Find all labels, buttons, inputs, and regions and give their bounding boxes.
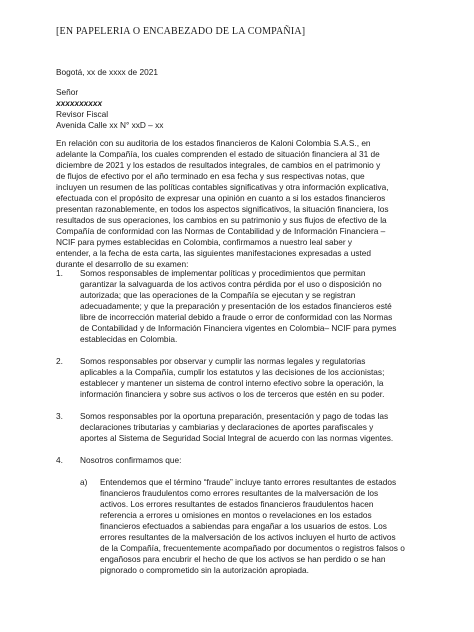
intro-line: efectuada con el propósito de expresar una opinión en cuanto a si los estados financieros: [56, 193, 386, 203]
list-item-number: 2.: [56, 356, 63, 366]
sub-item-line: Entendemos que el término “fraude” incluye tanto errores resultantes de estados: [100, 477, 397, 487]
intro-line: resultados de sus operaciones, los cambios en su patrimonio y sus flujos de efectivo de la: [56, 215, 387, 225]
intro-line: incluyen un resumen de las políticas contables significativas y otra información explicativa,: [56, 182, 389, 192]
list-item-text: [80, 455, 420, 466]
item-line: aplicables a la Compañía, cumplir los estatutos y las decisiones de los accionistas;: [80, 367, 385, 377]
intro-line: de flujos de efectivo por el año terminado en esa fecha y sus respectivas notas, que: [56, 171, 365, 181]
item-line: establecer y mantener un sistema de control interno efectivo sobre la operación, la: [80, 378, 384, 388]
item-line: establecidas en Colombia.: [80, 334, 178, 344]
sub-item-line: financieros efectuados a sabiendas para engañar a los usuarios de estos. Los: [100, 521, 387, 531]
sub-item-line: de la Compañía, frecuentemente acompañado por documentos o registros falsos o: [100, 543, 405, 553]
date-line: Bogotá, xx de xxxx de 2021: [56, 67, 158, 77]
salutation: Señor: [56, 87, 79, 97]
recipient-title: Revisor Fiscal: [56, 109, 109, 119]
item-line: aportes al Sistema de Seguridad Social Integral de acuerdo con las normas vigentes.: [80, 433, 394, 443]
intro-line: presentan razonablemente, en todos los aspectos significativos, la situación financiera, los: [56, 204, 389, 214]
sub-item-line: referencia a errores u omisiones en montos o revelaciones en los estados: [100, 510, 372, 520]
intro-line: NCIF para pymes establecidas en Colombia, confirmamos a nuestro leal saber y: [56, 237, 353, 247]
sub-item-line: errores resultantes de la malversación de los activos incluyen el hurto de activos: [100, 532, 396, 542]
representations-list: [56, 268, 436, 576]
intro-paragraph: [56, 138, 430, 270]
sub-item-text: [100, 477, 405, 576]
sub-item-line: financieros fraudulentos como errores resultantes de la malversación de los: [100, 488, 379, 498]
item-line: Somos responsables de implementar políticas y procedimientos que permitan: [80, 268, 366, 278]
item-line: Somos responsables por la oportuna preparación, presentación y pago de todas las: [80, 411, 389, 421]
item-line: autorizada; que las operaciones de la Compañía se ejecutan y se registran: [80, 290, 356, 300]
sub-item-line: activos. Los errores resultantes de estados financieros fraudulentos hacen: [100, 499, 374, 509]
recipient-name: xxxxxxxxxx: [56, 98, 103, 108]
list-item-number: 3.: [56, 411, 63, 421]
list-item-number: 4.: [56, 455, 63, 465]
list-item: [56, 411, 436, 444]
item-line: de Contabilidad y de Información Financiera vigentes en Colombia– NCIF para pymes: [80, 323, 397, 333]
list-item-number: 1.: [56, 268, 63, 278]
recipient-address: Avenida Calle xx N° xxD – xx: [56, 120, 164, 130]
letterhead-placeholder: [EN PAPELERIA O ENCABEZADO DE LA COMPAÑIA]: [56, 26, 306, 37]
item-line: información financiera y sobre sus activos o los de terceros que estén en su poder.: [80, 389, 385, 399]
item-line: garantizar la salvaguarda de los activos contra pérdida por el uso o disposición no: [80, 279, 382, 289]
intro-line: adelante la Compañía, los cuales comprenden el estado de situación financiera al 31 de: [56, 149, 380, 159]
list-item-text: [80, 268, 420, 345]
sub-item-line: pignorado o comprometido sin la autorización apropiada.: [100, 565, 309, 575]
intro-line: Compañía de conformidad con las Normas de Contabilidad y de Información Financiera –: [56, 226, 386, 236]
list-item: [56, 268, 436, 345]
intro-line: diciembre de 2021 y los estados de resultados integrales, de cambios en el patrimonio y: [56, 160, 381, 170]
intro-line: entender, a la fecha de esta carta, las siguientes manifestaciones expresadas a usted: [56, 248, 372, 258]
sub-list-item: [56, 477, 436, 576]
item-line: adecuadamente; y que la preparación y presentación de los estados financieros esté: [80, 301, 392, 311]
intro-line: durante el desarrollo de su examen:: [56, 259, 189, 269]
sub-item-letter: a): [80, 477, 88, 487]
list-item: [56, 356, 436, 400]
item-line: declaraciones tributarias y cambiarias y declaraciones de aportes parafiscales y: [80, 422, 374, 432]
item-line: libre de incorrección material debido a fraude o error de conformidad con las Normas: [80, 312, 393, 322]
intro-line: En relación con su auditoria de los estados financieros de Kaloni Colombia S.A.S., en: [56, 138, 371, 148]
sub-item-line: engañosos para encubrir el hecho de que los activos se han perdido o se han: [100, 554, 386, 564]
list-item-text: [80, 356, 420, 400]
item-line: Nosotros confirmamos que:: [80, 455, 182, 465]
item-line: Somos responsables por observar y cumplir las normas legales y regulatorias: [80, 356, 366, 366]
list-item-text: [80, 411, 420, 444]
list-item: [56, 455, 436, 466]
recipient-block: [56, 87, 430, 131]
